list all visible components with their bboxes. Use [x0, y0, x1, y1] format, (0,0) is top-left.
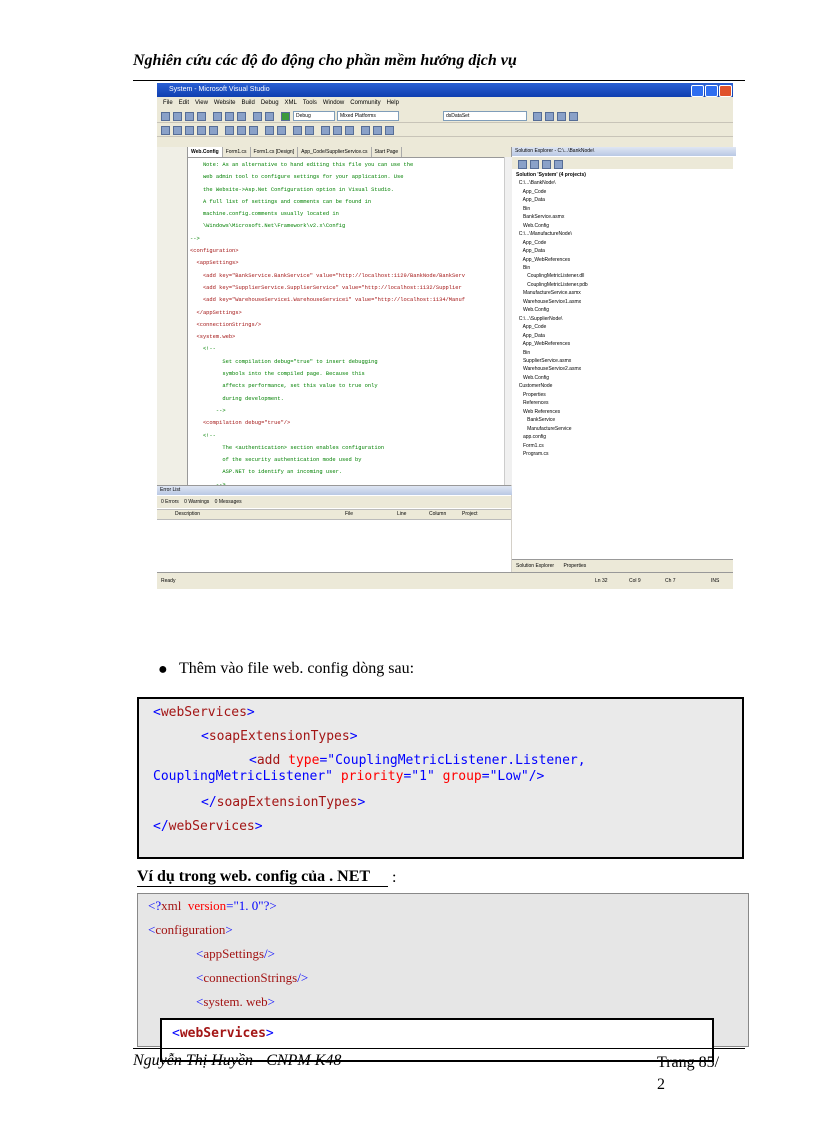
code-token: ="	[403, 769, 420, 784]
comment-icon[interactable]	[197, 126, 206, 135]
nest-files-icon[interactable]	[542, 160, 551, 169]
list-icon[interactable]	[373, 126, 382, 135]
tree-item[interactable]: Bin	[516, 205, 531, 212]
code-line: \Windows\Microsoft.Net\Framework\v2.x\Config	[190, 223, 346, 230]
tree-item[interactable]: ManufactureService	[516, 425, 572, 432]
menu-item[interactable]: Debug	[260, 100, 279, 106]
properties-icon[interactable]	[557, 112, 566, 121]
code-token: Low"	[497, 769, 529, 784]
table-icon[interactable]	[265, 126, 274, 135]
code-token: >	[265, 1026, 274, 1041]
code-token: group	[434, 769, 482, 784]
solution-explorer-panel	[512, 147, 733, 572]
tab-properties[interactable]: Properties	[563, 563, 587, 569]
code-token: appSettings	[203, 946, 265, 961]
menu-item[interactable]: Tools	[302, 100, 317, 106]
tree-item[interactable]: App_Code	[516, 239, 547, 246]
save-all-icon[interactable]	[197, 112, 206, 121]
code-line: <configuration>	[190, 248, 239, 255]
document-tab[interactable]: Start Page	[372, 147, 403, 157]
code-token: >	[357, 795, 366, 810]
page-number-line-1: Trang 85/	[657, 1054, 720, 1071]
menu-item[interactable]: Window	[322, 100, 345, 106]
code-block-soap-extension	[137, 697, 744, 859]
status-col: Col 9	[629, 578, 641, 584]
copy-website-icon[interactable]	[554, 160, 563, 169]
code-token: soapExtensionTypes	[216, 795, 358, 810]
code-token: <	[153, 705, 161, 720]
col-file[interactable]: File	[345, 511, 354, 517]
tree-item[interactable]: App_WebReferences	[516, 341, 571, 348]
code-token: configuration	[155, 922, 226, 937]
paste-icon[interactable]	[237, 112, 246, 121]
code-token: >	[246, 705, 255, 720]
code-line	[153, 705, 255, 720]
tree-item[interactable]: App_Data	[516, 248, 545, 255]
code-token: </	[153, 819, 169, 834]
code-token: <	[196, 994, 204, 1009]
code-token: soapExtensionTypes	[208, 729, 350, 744]
find-icon[interactable]	[533, 112, 542, 121]
code-token: <	[201, 729, 209, 744]
code-line	[249, 753, 586, 768]
undo-icon[interactable]	[253, 112, 262, 121]
start-debug-icon[interactable]	[281, 112, 290, 121]
tree-item[interactable]: Web.Config	[516, 222, 549, 229]
tree-item[interactable]: App_Data	[516, 332, 545, 339]
code-line	[148, 922, 233, 938]
tree-item[interactable]: BankService	[516, 417, 556, 424]
code-line	[172, 1026, 274, 1041]
editor-scrollbar[interactable]	[504, 157, 512, 485]
code-line: of the security authentication mode used by	[190, 457, 362, 464]
status-char: Ch 7	[665, 578, 676, 584]
prev-bookmark-icon[interactable]	[249, 126, 258, 135]
bold-icon[interactable]	[321, 126, 330, 135]
uncomment-icon[interactable]	[209, 126, 218, 135]
code-token: ="	[319, 753, 336, 768]
status-insert: INS	[711, 578, 720, 584]
solution-explorer-title: Solution Explorer - C:\...\BankNode\	[512, 147, 736, 156]
code-line	[196, 994, 275, 1010]
example-colon: :	[392, 869, 397, 886]
code-line: machine.config.comments usually located in	[190, 211, 339, 218]
tree-item[interactable]: References	[516, 400, 549, 407]
code-editor[interactable]	[188, 147, 512, 485]
error-list-columns	[157, 509, 511, 520]
code-token: <	[249, 753, 257, 768]
code-line: <appSettings>	[190, 260, 239, 267]
tree-item[interactable]: App_Data	[516, 197, 545, 204]
server-explorer-panel[interactable]	[157, 147, 188, 485]
tree-item[interactable]: C:\...\SupplierNode\	[516, 315, 563, 322]
properties-icon[interactable]	[518, 160, 527, 169]
open-icon[interactable]	[173, 112, 182, 121]
code-token: add	[256, 753, 281, 768]
menu-item[interactable]: XML	[284, 100, 297, 106]
tree-item[interactable]: Program.cs	[516, 450, 549, 457]
code-line: <add key="BankService.BankService" value="http://localhost:1129/BankNode/BankServ	[190, 272, 465, 279]
code-line	[201, 795, 365, 810]
visual-studio-screenshot	[157, 83, 733, 588]
code-token: type	[280, 753, 320, 768]
code-token: ="1. 0"?>	[226, 898, 277, 913]
document-tabs	[188, 147, 511, 158]
minimize-icon[interactable]	[691, 85, 704, 97]
find-combo[interactable]: dsDataSet	[443, 111, 527, 121]
tree-item[interactable]: SupplierService.asmx	[516, 357, 572, 364]
code-line: The <authentication> section enables configuration	[190, 444, 385, 451]
col-project[interactable]: Project	[462, 511, 478, 517]
tree-item[interactable]: App_Code	[516, 324, 547, 331]
refresh-icon[interactable]	[530, 160, 539, 169]
code-token: >	[225, 922, 233, 937]
code-token: >	[267, 994, 275, 1009]
explorer-tabs	[512, 559, 733, 573]
code-line: -->	[190, 235, 200, 242]
bullet-icon: ●	[158, 661, 168, 678]
error-list-panel	[157, 485, 511, 573]
col-line[interactable]: Line	[397, 511, 407, 517]
code-line: Note: As an alternative to hand editing this file you can use the	[190, 162, 414, 168]
code-token: </	[201, 795, 217, 810]
tree-item[interactable]: Web.Config	[516, 374, 549, 381]
window-title: System - Microsoft Visual Studio	[169, 86, 270, 93]
code-token: priority	[333, 769, 404, 784]
code-line	[153, 769, 544, 784]
tree-item[interactable]: app.config	[516, 434, 547, 441]
configuration-select[interactable]: Debug	[293, 111, 335, 121]
tree-item[interactable]: Solution 'System' (4 projects)	[516, 172, 586, 178]
new-project-icon[interactable]	[161, 112, 170, 121]
schema-icon[interactable]	[305, 126, 314, 135]
code-token: xml	[161, 898, 182, 913]
code-line: <add key="SupplierService.SupplierService" value="http://localhost:1132/Supplier	[190, 284, 462, 291]
italic-icon[interactable]	[333, 126, 342, 135]
code-token: webServices	[168, 819, 255, 834]
tree-item[interactable]: C:\...\ManufactureNode\	[516, 231, 572, 238]
code-line: </appSettings>	[190, 309, 242, 316]
menu-bar	[157, 97, 733, 109]
code-token: <	[148, 922, 156, 937]
page-header-title: Nghiên cứu các độ đo động cho phần mềm hướng dịch vụ	[133, 52, 517, 69]
code-line: A full list of settings and comments can be found in	[190, 198, 372, 205]
tree-item[interactable]: CustomerNode	[516, 383, 553, 390]
tree-item[interactable]: C:\...\BankNode\	[516, 180, 556, 187]
code-line: -->	[190, 407, 226, 414]
errors-tab[interactable]: 0 Errors	[161, 499, 179, 505]
menu-item[interactable]: Help	[386, 100, 399, 106]
code-text[interactable]	[190, 159, 508, 483]
code-token: />	[297, 970, 309, 985]
tree-item[interactable]: Web References	[516, 408, 561, 415]
col-description[interactable]: Description	[175, 511, 201, 517]
tree-item[interactable]: WarehouseService2.asmx	[516, 366, 582, 373]
error-list-tabs	[157, 496, 511, 508]
solution-explorer-icon[interactable]	[545, 112, 554, 121]
indent-icon[interactable]	[173, 126, 182, 135]
tree-item[interactable]: Form1.cs	[516, 442, 544, 449]
footer-author: Nguyễn Thị Huyền - CNPM K48	[133, 1052, 342, 1069]
bullet-text: Thêm vào file web. config dòng sau:	[179, 660, 415, 677]
document-tab[interactable]: Form1.cs	[223, 147, 251, 157]
code-token: />	[264, 946, 275, 961]
code-line	[196, 970, 308, 986]
code-token: CouplingMetricListener.Listener,	[335, 753, 586, 768]
code-token: webServices	[160, 705, 247, 720]
code-token: webServices	[179, 1026, 266, 1041]
tree-item[interactable]: Properties	[516, 391, 546, 398]
code-line: <add key="WarehouseService1.WarehouseService1" value="http://localhost:1134/Manuf	[190, 297, 465, 304]
menu-item[interactable]: Build	[241, 100, 255, 106]
code-token: <	[172, 1026, 180, 1041]
code-line: <compilation debug="true"/>	[190, 420, 291, 427]
window-titlebar	[157, 83, 733, 97]
solution-explorer-toolbar	[512, 157, 733, 169]
status-bar	[157, 572, 733, 589]
code-token: 1"	[419, 769, 435, 784]
tree-item[interactable]: BankService.asmx	[516, 214, 565, 221]
code-line: ASP.NET to identify an incoming user.	[190, 469, 343, 476]
example-title: Ví dụ trong web. config của . NET	[137, 868, 371, 885]
validate-icon[interactable]	[293, 126, 302, 135]
bookmark-icon[interactable]	[225, 126, 234, 135]
tab-solution-explorer[interactable]: Solution Explorer	[516, 563, 555, 569]
tree-item[interactable]: ManufactureService.asmx	[516, 290, 581, 297]
code-token: connectionStrings	[203, 970, 298, 985]
footer-rule	[133, 1048, 745, 1049]
link-icon[interactable]	[385, 126, 394, 135]
copy-icon[interactable]	[225, 112, 234, 121]
status-ready: Ready	[161, 578, 176, 584]
tree-item[interactable]: WarehouseService1.asmx	[516, 298, 582, 305]
warnings-tab[interactable]: 0 Warnings	[184, 499, 210, 505]
format-icon[interactable]	[161, 126, 170, 135]
code-line: affects performance, set this value to true only	[190, 383, 378, 390]
code-token: <?	[148, 898, 162, 913]
code-token: >	[349, 729, 358, 744]
outdent-icon[interactable]	[185, 126, 194, 135]
solution-tree[interactable]	[516, 171, 731, 458]
code-token: <	[196, 946, 204, 961]
code-line	[196, 946, 275, 962]
code-token: />	[528, 769, 545, 784]
example-title-underline	[137, 886, 388, 887]
code-line: symbols into the compiled page. Because this	[190, 371, 365, 378]
tree-item[interactable]: App_WebReferences	[516, 256, 571, 263]
standard-toolbar	[157, 109, 733, 123]
document-tab[interactable]: App_Code/SupplierService.cs	[298, 147, 371, 157]
code-line: during development.	[190, 395, 284, 402]
code-line	[148, 898, 277, 914]
col-column[interactable]: Column	[429, 511, 447, 517]
tree-item[interactable]: Bin	[516, 264, 531, 271]
code-line: <connectionStrings/>	[190, 321, 262, 328]
code-block-web-config	[137, 893, 749, 1047]
tree-item[interactable]: CouplingMetricListener.pdb	[516, 281, 588, 288]
close-icon[interactable]	[719, 85, 732, 97]
menu-item[interactable]: Edit	[178, 100, 190, 106]
status-line: Ln 32	[595, 578, 608, 584]
code-line: the Website->Asp.Net Configuration option in Visual Studio.	[190, 186, 394, 193]
tree-item[interactable]: Web.Config	[516, 307, 549, 314]
code-token: >	[254, 819, 263, 834]
page-number-line-2: 2	[657, 1076, 665, 1093]
next-bookmark-icon[interactable]	[237, 126, 246, 135]
code-line	[153, 819, 263, 834]
menu-item[interactable]: View	[195, 100, 208, 106]
code-line: Set compilation debug="true" to insert debugging	[190, 358, 378, 365]
platform-select[interactable]: Mixed Platforms	[337, 111, 399, 121]
document-tab[interactable]: Web.Config	[188, 147, 223, 157]
messages-tab[interactable]: 0 Messages	[214, 499, 242, 505]
code-line: <system.web>	[190, 334, 236, 341]
code-token: CouplingMetricListener"	[153, 769, 334, 784]
align-icon[interactable]	[361, 126, 370, 135]
maximize-icon[interactable]	[705, 85, 718, 97]
menu-item[interactable]: Community	[350, 100, 381, 106]
error-list-title: Error List	[157, 486, 514, 495]
code-line: <!--	[190, 346, 216, 353]
tree-item[interactable]: CouplingMetricListener.dll	[516, 273, 585, 280]
toolbox-icon[interactable]	[569, 112, 578, 121]
code-line	[201, 729, 358, 744]
code-token: ="	[481, 769, 498, 784]
code-token: version	[181, 898, 227, 913]
menu-item[interactable]: Website	[213, 100, 236, 106]
underline-icon[interactable]	[345, 126, 354, 135]
save-icon[interactable]	[185, 112, 194, 121]
tree-item[interactable]: Bin	[516, 349, 531, 356]
code-token: system. web	[203, 994, 268, 1009]
redo-icon[interactable]	[265, 112, 274, 121]
image-icon[interactable]	[277, 126, 286, 135]
html-toolbar	[157, 123, 733, 137]
footer-page-number	[657, 1052, 719, 1096]
code-token: <	[196, 970, 204, 985]
cut-icon[interactable]	[213, 112, 222, 121]
code-line: <!--	[190, 432, 216, 439]
header-rule	[133, 80, 745, 81]
menu-item[interactable]: File	[163, 100, 173, 106]
code-line: web admin tool to configure settings for your application. Use	[190, 174, 404, 181]
document-tab[interactable]: Form1.cs [Design]	[251, 147, 299, 157]
tree-item[interactable]: App_Code	[516, 188, 547, 195]
